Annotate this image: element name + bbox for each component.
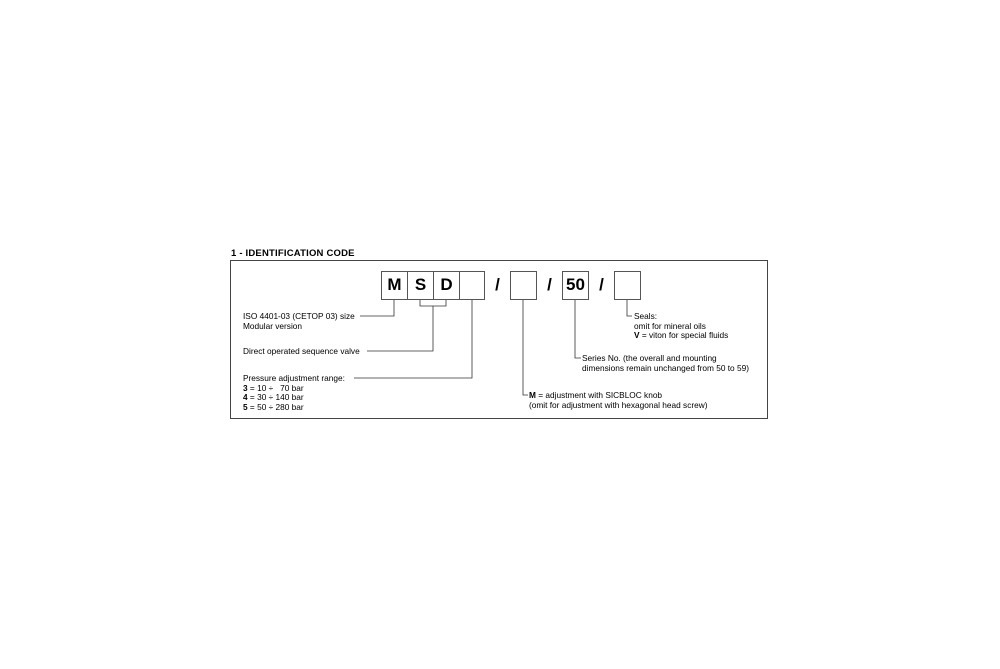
pressure-code-4: 4 bbox=[243, 392, 248, 403]
code-slash-2: / bbox=[547, 275, 552, 294]
adjustment-code: M bbox=[529, 390, 536, 400]
leader-seals bbox=[627, 300, 632, 316]
code-series-value: 50 bbox=[566, 275, 585, 294]
pressure-text-4: = 30 ÷ 140 bar bbox=[247, 392, 304, 403]
pressure-code-5: 5 bbox=[243, 401, 248, 412]
label-series-line1: Series No. (the overall and mounting bbox=[582, 353, 717, 363]
label-series-line2: dimensions remain unchanged from 50 to 59) bbox=[582, 362, 749, 373]
label-size-line2: Modular version bbox=[243, 320, 303, 331]
pressure-code-3: 3 bbox=[243, 382, 248, 393]
label-pressure bbox=[243, 374, 345, 412]
leader-valve-bracket bbox=[420, 300, 446, 306]
seals-text: = viton for special fluids bbox=[639, 330, 729, 341]
leader-size bbox=[360, 300, 394, 316]
code-slash-3: / bbox=[599, 275, 604, 294]
label-valve-line1: Direct operated sequence valve bbox=[243, 346, 360, 356]
code-slash-1: / bbox=[495, 275, 500, 294]
code-letter-s: S bbox=[414, 275, 427, 294]
code-letter-m: M bbox=[387, 275, 402, 294]
leader-adjustment bbox=[523, 300, 528, 395]
leader-valve bbox=[367, 306, 433, 351]
pressure-text-3: = 10 ÷ 70 bar bbox=[247, 382, 304, 393]
label-seals-line1: Seals: bbox=[634, 311, 658, 321]
label-size bbox=[243, 312, 355, 331]
pressure-text-5: = 50 ÷ 280 bar bbox=[247, 401, 304, 412]
leader-pressure bbox=[354, 300, 472, 378]
leader-series bbox=[575, 300, 581, 358]
section-title: 1 - IDENTIFICATION CODE bbox=[231, 248, 355, 259]
seals-code: V bbox=[634, 330, 640, 341]
label-seals-line2: omit for mineral oils bbox=[634, 320, 706, 331]
label-valve bbox=[243, 347, 360, 357]
code-letter-d: D bbox=[440, 275, 453, 294]
label-pressure-heading: Pressure adjustment range: bbox=[243, 373, 345, 383]
label-seals-line3 bbox=[634, 331, 728, 341]
label-series bbox=[582, 354, 749, 373]
label-size-line1: ISO 4401-03 (CETOP 03) size bbox=[243, 311, 355, 321]
pressure-option-5 bbox=[243, 403, 345, 413]
label-adjustment-line2: (omit for adjustment with hexagonal head screw) bbox=[529, 399, 708, 410]
label-seals bbox=[634, 312, 728, 341]
label-adjustment bbox=[529, 391, 707, 410]
adjustment-text: = adjustment with SICBLOC knob bbox=[535, 390, 663, 400]
